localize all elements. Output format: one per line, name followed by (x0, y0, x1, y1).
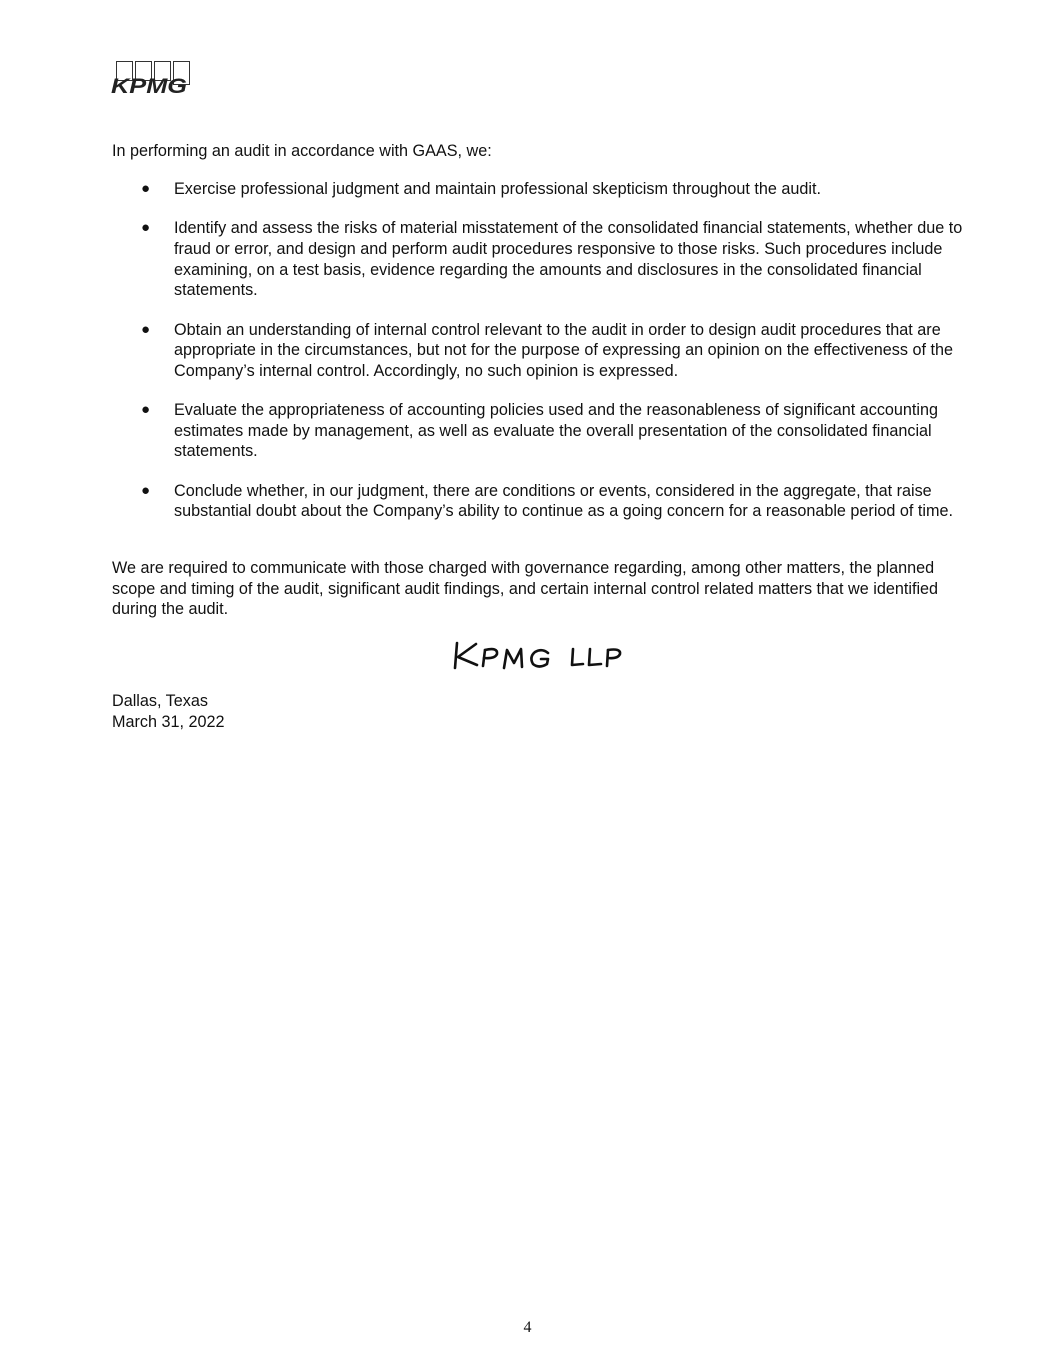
audit-responsibilities-list (112, 179, 972, 541)
bullet-icon: ● (141, 219, 151, 237)
list-item (112, 400, 972, 462)
bullet-icon: ● (141, 401, 151, 419)
list-item (112, 481, 972, 522)
bullet-icon: ● (141, 180, 151, 197)
kpmg-llp-signature (450, 638, 630, 676)
page-number: 4 (523, 1319, 532, 1336)
city: Dallas, Texas (112, 692, 208, 710)
list-item-text: Exercise professional judgment and maintain professional skepticism throughout the audit. (174, 180, 821, 198)
closing-paragraph: We are required to communicate with those charged with governance regarding, among other matters, the planned scope and timing of the audit, significant audit findings, and certain internal control related matters that we identified during the audit. (112, 559, 939, 619)
svg-text:KPMG: KPMG (111, 75, 187, 96)
report-date: March 31, 2022 (112, 712, 225, 731)
list-item-text: Obtain an understanding of internal control relevant to the audit in order to design audit procedures that are appropriate in the circumstances, but not for the purpose of expressing an opinion on the effectiveness of the Company’s internal control. Accordingly, no such opinion is expressed. (174, 320, 953, 380)
list-item (112, 218, 972, 300)
list-item (112, 320, 972, 382)
bullet-icon: ● (141, 320, 151, 338)
intro-paragraph: In performing an audit in accordance with GAAS, we: (112, 142, 492, 160)
bullet-icon: ● (141, 481, 151, 499)
list-item-text: Identify and assess the risks of material misstatement of the consolidated financial statements, whether due to fraud or error, and design and perform audit procedures responsive to those risks. Such procedures include examining, on a test basis, evidence regarding the amounts and disclosures in the consolidated financial statements. (174, 219, 963, 300)
list-item (112, 179, 972, 200)
location-block (112, 691, 224, 732)
list-item-text: Evaluate the appropriateness of accounting policies used and the reasonableness of significant accounting estimates made by management, as well as evaluate the overall presentation of the consolidated financial statements. (174, 401, 939, 461)
list-item-text: Conclude whether, in our judgment, there are conditions or events, considered in the aggregate, that raise substantial doubt about the Company’s ability to continue as a going concern for a reasonable period of time. (174, 481, 953, 521)
kpmg-logo (111, 60, 193, 96)
